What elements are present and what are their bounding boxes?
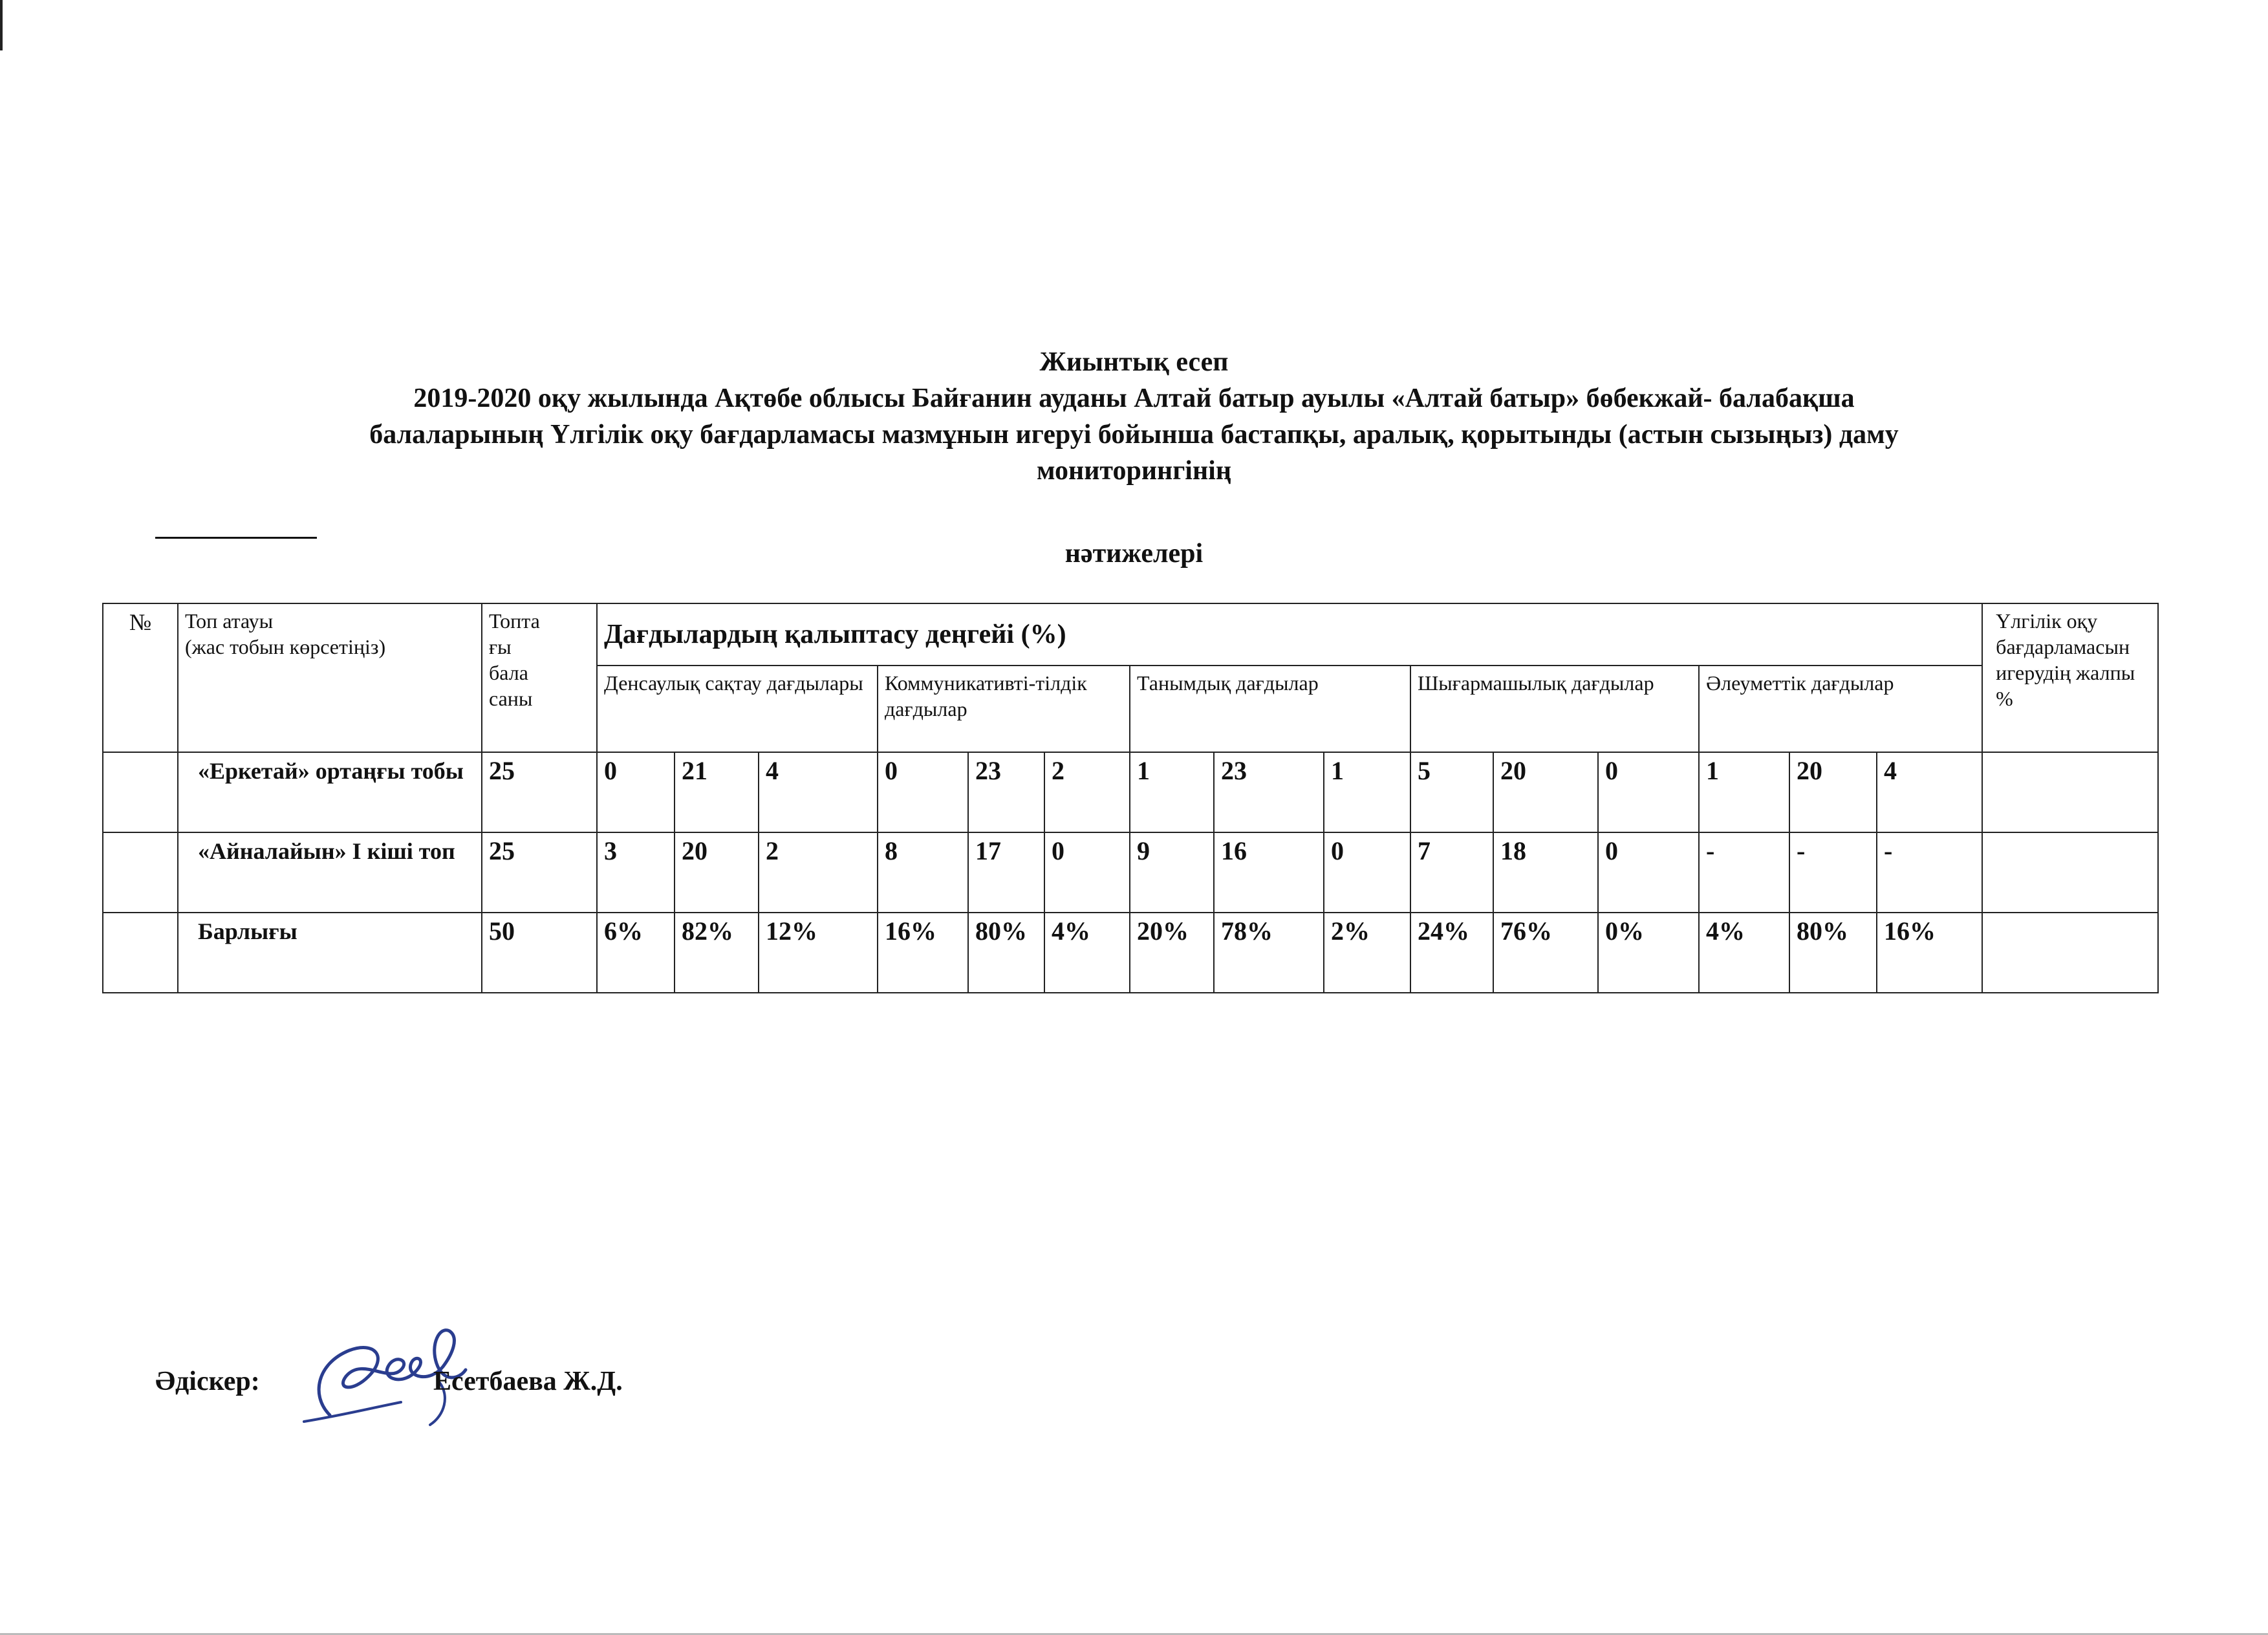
report-subtitle-line-1: 2019-2020 оқу жылында Ақтөбе облысы Байғанин ауданы Алтай батыр ауылы «Алтай батыр» бөбекжай- балабақша: [413, 384, 1855, 413]
signature-role: Әдіскер:: [155, 1367, 260, 1396]
value-cell: 20%: [1130, 913, 1214, 993]
value-cell: 6%: [597, 913, 675, 993]
report-results-word: нәтижелері: [1064, 539, 1204, 568]
table-row: [103, 832, 2158, 913]
value-cell: 17: [968, 832, 1044, 913]
row-number: [103, 752, 178, 832]
header-skills-level: Дағдылардың қалыптасу деңгейі (%): [597, 603, 1982, 666]
row-overall: [1982, 832, 2158, 913]
value-cell: -: [1789, 832, 1877, 913]
value-cell: 24%: [1410, 913, 1493, 993]
value-cell: 0: [1324, 832, 1410, 913]
row-overall: [1982, 913, 2158, 993]
header-creative-skills: Шығармашылық дағдылар: [1410, 666, 1699, 752]
value-cell: 0: [878, 752, 968, 832]
header-overall: Үлгілік оқу бағдарламасын игерудің жалпы %: [1982, 603, 2158, 752]
header-group-name-text: Топ атауы (жас тобын көрсетіңіз): [185, 609, 386, 658]
value-cell: 2: [759, 832, 878, 913]
row-group-name: «Еркетай» ортаңғы тобы: [178, 752, 482, 832]
header-health-skills: Денсаулық сақтау дағдылары: [597, 666, 878, 752]
table-row: [103, 752, 2158, 832]
report-title: Жиынтық есеп: [1039, 347, 1229, 377]
results-table: [102, 603, 2159, 993]
row-number: [103, 832, 178, 913]
row-overall: [1982, 752, 2158, 832]
value-cell: 4: [1877, 752, 1982, 832]
header-social-skills: Әлеуметтік дағдылар: [1699, 666, 1982, 752]
header-cognitive-skills: Танымдық дағдылар: [1130, 666, 1410, 752]
value-cell: 82%: [675, 913, 759, 993]
value-cell: 23: [968, 752, 1044, 832]
report-subtitle-line-3: мониторингінің: [1036, 456, 1232, 486]
value-cell: 8: [878, 832, 968, 913]
value-cell: 78%: [1214, 913, 1324, 993]
value-cell: 2: [1044, 752, 1130, 832]
value-cell: 1: [1699, 752, 1789, 832]
value-cell: 18: [1493, 832, 1598, 913]
value-cell: 4%: [1699, 913, 1789, 993]
row-group-name: Барлығы: [178, 913, 482, 993]
value-cell: 12%: [759, 913, 878, 993]
value-cell: 20: [1789, 752, 1877, 832]
value-cell: 1: [1324, 752, 1410, 832]
value-cell: -: [1699, 832, 1789, 913]
value-cell: 2%: [1324, 913, 1410, 993]
value-cell: 1: [1130, 752, 1214, 832]
value-cell: 16%: [878, 913, 968, 993]
scan-edge-mark: [0, 0, 3, 50]
value-cell: 20: [1493, 752, 1598, 832]
value-cell: 0%: [1598, 913, 1699, 993]
header-group-name: [178, 603, 482, 752]
value-cell: 0: [597, 752, 675, 832]
row-child-count: 50: [482, 913, 597, 993]
value-cell: 21: [675, 752, 759, 832]
row-group-name: «Айналайын» І кіші топ: [178, 832, 482, 913]
report-subtitle-line-2: балаларының Үлгілік оқу бағдарламасы мазмұнын игеруі бойынша бастапқы, аралық, қорытынды (астын сызыңыз) даму: [369, 420, 1899, 449]
value-cell: 80%: [1789, 913, 1877, 993]
value-cell: 7: [1410, 832, 1493, 913]
value-cell: 3: [597, 832, 675, 913]
value-cell: 0: [1598, 752, 1699, 832]
value-cell: 0: [1044, 832, 1130, 913]
value-cell: 23: [1214, 752, 1324, 832]
value-cell: 16%: [1877, 913, 1982, 993]
report-heading: [0, 344, 2268, 489]
value-cell: 5: [1410, 752, 1493, 832]
row-child-count: 25: [482, 752, 597, 832]
value-cell: 9: [1130, 832, 1214, 913]
value-cell: 20: [675, 832, 759, 913]
signature-name: Есетбаева Ж.Д.: [433, 1367, 623, 1396]
header-child-count-text: Топта ғы бала саны: [489, 609, 540, 710]
table-row: [103, 913, 2158, 993]
header-child-count: [482, 603, 597, 752]
header-communication-skills: Коммуникативті-тілдік дағдылар: [878, 666, 1130, 752]
row-child-count: 25: [482, 832, 597, 913]
value-cell: 76%: [1493, 913, 1598, 993]
value-cell: 0: [1598, 832, 1699, 913]
value-cell: 16: [1214, 832, 1324, 913]
value-cell: -: [1877, 832, 1982, 913]
header-number: №: [103, 603, 178, 752]
row-number: [103, 913, 178, 993]
value-cell: 80%: [968, 913, 1044, 993]
value-cell: 4%: [1044, 913, 1130, 993]
value-cell: 4: [759, 752, 878, 832]
